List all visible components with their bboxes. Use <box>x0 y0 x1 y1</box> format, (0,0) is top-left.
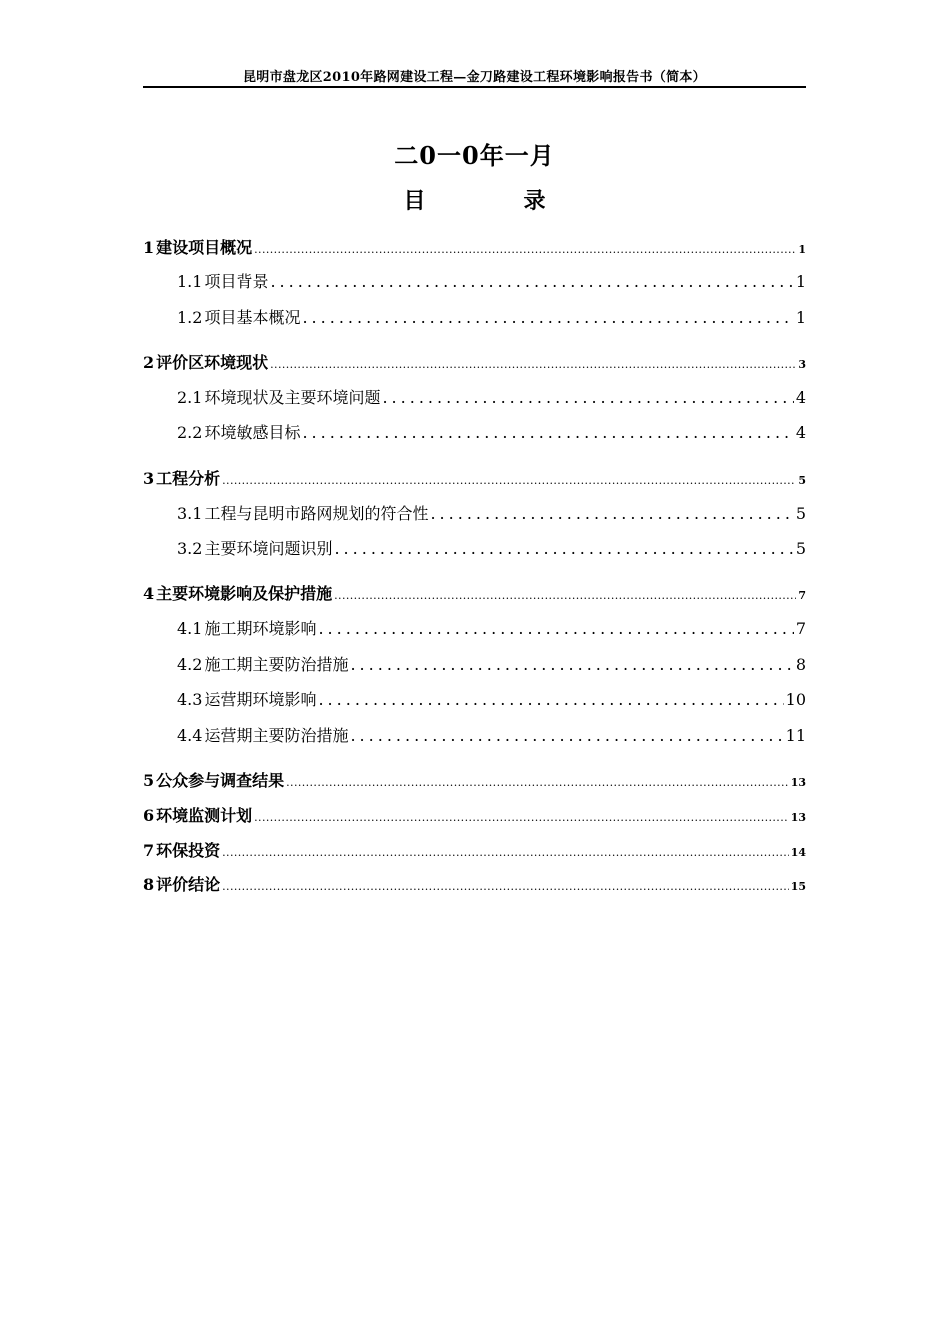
toc-entry-label: 项目背景 <box>204 272 269 291</box>
toc-entry-label: 主要环境影响及保护措施 <box>156 584 333 603</box>
toc-entry-label: 运营期环境影响 <box>204 690 317 709</box>
toc-entry-6[interactable] <box>143 802 806 830</box>
date-title: 二0一0年一月 <box>394 141 555 170</box>
toc-entry-number: 4.3 <box>177 690 203 709</box>
toc-entry-number: 3.2 <box>177 539 203 558</box>
toc-title: 目 录 <box>403 188 584 214</box>
toc-entry-1[interactable] <box>143 234 806 262</box>
toc-entry-2[interactable] <box>143 349 806 377</box>
toc-page-number: 7 <box>798 589 806 602</box>
toc-entry-1-1[interactable] <box>177 268 806 296</box>
toc-entry-label: 建设项目概况 <box>156 238 253 257</box>
toc-dot-leader <box>286 769 789 797</box>
toc-entry-number: 5 <box>143 771 155 790</box>
toc-entry-number: 3 <box>143 469 155 488</box>
toc-entry-label: 公众参与调查结果 <box>156 771 285 790</box>
toc-dot-leader <box>382 384 793 412</box>
toc-entry-number: 4.4 <box>177 726 203 745</box>
toc-page-number: 5 <box>795 539 806 558</box>
toc-entry-label: 项目基本概况 <box>204 308 301 327</box>
toc-entry-7[interactable] <box>143 837 806 865</box>
toc-entry-label: 环境敏感目标 <box>204 423 301 442</box>
toc-entry-number: 2.1 <box>177 388 203 407</box>
toc-page-number: 4 <box>795 388 806 407</box>
toc-dot-leader <box>270 351 796 379</box>
toc-page-number: 5 <box>798 474 806 487</box>
toc-dot-leader <box>430 500 793 528</box>
toc-entry-4-1[interactable] <box>177 615 806 643</box>
toc-dot-leader <box>334 582 796 610</box>
toc-entry-2-1[interactable] <box>177 384 806 412</box>
toc-dot-leader <box>270 268 793 296</box>
toc-entry-2-2[interactable] <box>177 419 806 447</box>
toc-entry-label: 主要环境问题识别 <box>204 539 333 558</box>
toc-entry-4-4[interactable] <box>177 722 806 750</box>
toc-entry-number: 4.1 <box>177 619 203 638</box>
toc-entry-3-1[interactable] <box>177 500 806 528</box>
toc-entry-4[interactable] <box>143 580 806 608</box>
toc-entry-1-2[interactable] <box>177 304 806 332</box>
toc-page-number: 14 <box>790 846 806 859</box>
toc-page-number: 10 <box>785 690 806 709</box>
toc-page-number: 3 <box>798 358 806 371</box>
toc-entry-label: 环境监测计划 <box>156 806 253 825</box>
toc-entry-label: 工程分析 <box>156 469 221 488</box>
toc-dot-leader <box>334 535 793 563</box>
toc-dot-leader <box>318 686 783 714</box>
toc-entry-number: 2.2 <box>177 423 203 442</box>
toc-entry-label: 运营期主要防治措施 <box>204 726 349 745</box>
toc-entry-label: 工程与昆明市路网规划的符合性 <box>204 504 429 523</box>
toc-entry-number: 1.2 <box>177 308 203 327</box>
toc-page-number: 4 <box>795 423 806 442</box>
toc-entry-number: 2 <box>143 353 155 372</box>
toc-page-number: 15 <box>790 880 806 893</box>
toc-dot-leader <box>302 419 793 447</box>
toc-dot-leader <box>254 804 789 832</box>
toc-entry-number: 1 <box>143 238 155 257</box>
toc-dot-leader <box>222 873 789 901</box>
toc-entry-label: 环境现状及主要环境问题 <box>204 388 381 407</box>
toc-dot-leader <box>222 467 796 495</box>
toc-page-number: 5 <box>795 504 806 523</box>
toc-entry-number: 4.2 <box>177 655 203 674</box>
toc-entry-number: 7 <box>143 841 155 860</box>
toc-entry-label: 评价区环境现状 <box>156 353 269 372</box>
toc-entry-8[interactable] <box>143 871 806 899</box>
toc-page-number: 8 <box>795 655 806 674</box>
toc-entry-number: 3.1 <box>177 504 203 523</box>
toc-entry-number: 4 <box>143 584 155 603</box>
toc-entry-label: 评价结论 <box>156 875 221 894</box>
toc-entry-3-2[interactable] <box>177 535 806 563</box>
toc-dot-leader <box>350 722 783 750</box>
toc-dot-leader <box>350 651 793 679</box>
toc-page-number: 13 <box>790 776 806 789</box>
toc-dot-leader <box>222 839 789 867</box>
toc-page-number: 1 <box>798 243 806 256</box>
toc-entry-4-3[interactable] <box>177 686 806 714</box>
toc-page-number: 7 <box>795 619 806 638</box>
toc-entry-number: 1.1 <box>177 272 203 291</box>
toc-entry-3[interactable] <box>143 465 806 493</box>
toc-page-number: 1 <box>795 272 806 291</box>
toc-entry-label: 施工期主要防治措施 <box>204 655 349 674</box>
toc-page-number: 11 <box>785 726 806 745</box>
toc-entry-number: 8 <box>143 875 155 894</box>
toc-page-number: 1 <box>795 308 806 327</box>
toc-entry-number: 6 <box>143 806 155 825</box>
toc-dot-leader <box>254 236 796 264</box>
toc-dot-leader <box>318 615 793 643</box>
toc-entry-label: 施工期环境影响 <box>204 619 317 638</box>
toc-dot-leader <box>302 304 793 332</box>
page-header: 昆明市盘龙区2010年路网建设工程—金刀路建设工程环境影响报告书（简本） <box>243 70 706 85</box>
toc-entry-label: 环保投资 <box>156 841 221 860</box>
toc-entry-5[interactable] <box>143 767 806 795</box>
toc-entry-4-2[interactable] <box>177 651 806 679</box>
toc-page-number: 13 <box>790 811 806 824</box>
